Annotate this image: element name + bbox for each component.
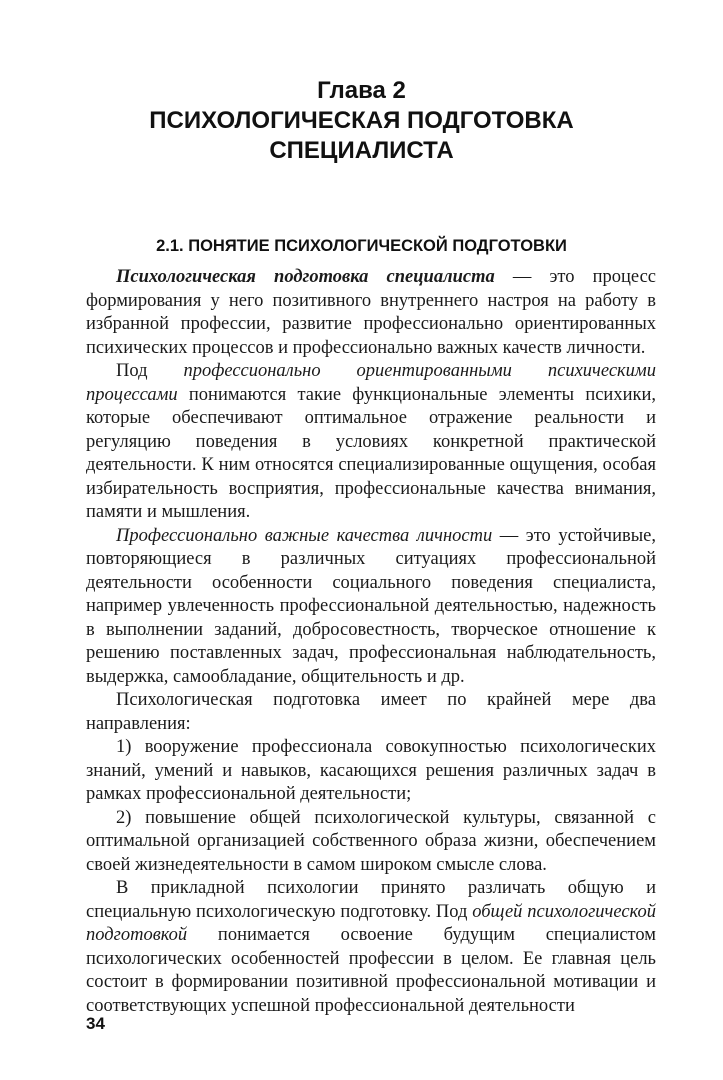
chapter-title-line-2: СПЕЦИАЛИСТА xyxy=(269,137,454,164)
body-text xyxy=(86,266,656,1018)
paragraph-3-text: — это устойчивые, повторяющиеся в различных ситуациях профессиональной деятельности особенности социального поведения специалиста, например увлеченность профессиональной деятельностью, надежность в выполнении заданий, добросовестность, творческое отношение к решению поставленных задач, профессиональная наблюдательность, выдержка, самообладание, общительность и др. xyxy=(86,525,656,687)
list-item-2: 2) повышение общей психологической культуры, связанной с оптимальной организацией собственного образа жизни, обеспечением своей жизнедеятельности в самом широком смысле слова. xyxy=(86,807,656,875)
list-item-1: 1) вооружение профессионала совокупностью психологических знаний, умений и навыков, касающихся решения различных задач в рамках профессиональной деятельности; xyxy=(86,737,656,804)
paragraph-7-lead: В прикладной психологии принято различать общую и специальную психологическую подготовку. Под xyxy=(86,878,656,922)
term-4: общей психологической подготовкой xyxy=(86,901,656,945)
paragraph-7 xyxy=(86,877,656,1018)
paragraph-2-text: понимаются такие функциональные элементы психики, которые обеспечивают оптимальное отражение реальности и регуляцию поведения в условиях конкретной практической деятельности. К ним относятся специализированные ощущения, особая избирательность восприятия, профессиональные качества внимания, памяти и мышления. xyxy=(86,384,656,522)
paragraph-2 xyxy=(86,360,656,525)
chapter-title-line-1: ПСИХОЛОГИЧЕСКАЯ ПОДГОТОВКА xyxy=(149,107,574,134)
term-3: Профессионально важные качества личности xyxy=(116,525,493,546)
term-2: профессионально ориентированными психическими процессами xyxy=(86,361,656,405)
paragraph-2-lead: Под xyxy=(116,361,184,381)
paragraph-1 xyxy=(86,266,656,360)
paragraph-7-text: понимается освоение будущим специалистом психологических особенностей профессии в целом. Ее главная цель состоит в формировании позитивной профессиональной мотивации и соответствующих успешной профессиональной деятельности xyxy=(86,925,656,1016)
paragraph-3 xyxy=(86,525,656,690)
chapter-number: Глава 2 xyxy=(317,77,406,104)
chapter-heading xyxy=(60,76,663,166)
term-1: Психологическая подготовка специалиста xyxy=(116,267,495,287)
section-heading: 2.1. ПОНЯТИЕ ПСИХОЛОГИЧЕСКОЙ ПОДГОТОВКИ xyxy=(156,237,567,255)
page-number: 34 xyxy=(86,1014,105,1033)
paragraph-1-text: — это процесс формирования у него позитивного внутреннего настроя на работу в избранной профессии, развитие профессионально ориентированных психических процессов и профессионально важных качеств личности. xyxy=(86,267,657,358)
paragraph-4: Психологическая подготовка имеет по крайней мере два направления: xyxy=(86,690,656,734)
